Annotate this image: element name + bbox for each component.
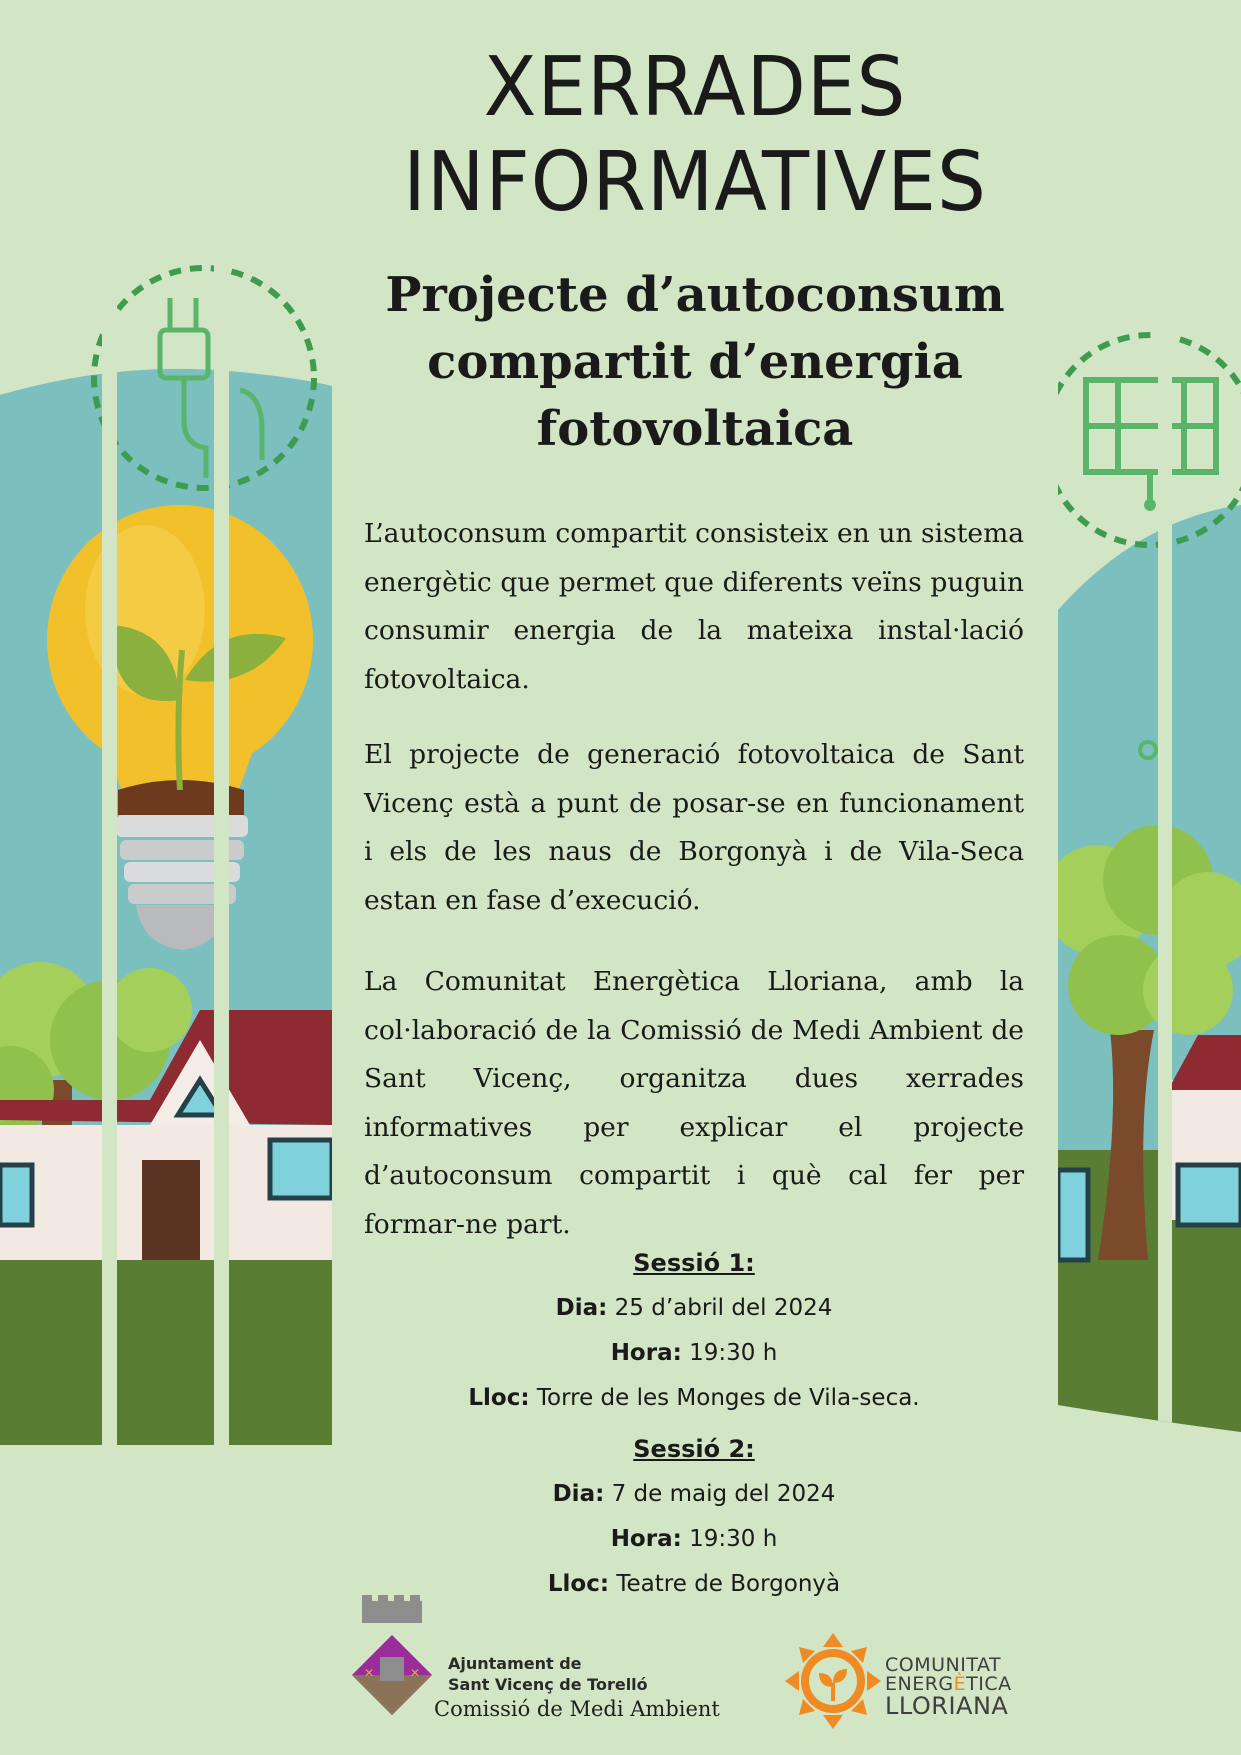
crest-logo [350, 1595, 440, 1725]
session-place [364, 1376, 1024, 1421]
session-heading: Sessió 2: [633, 1435, 755, 1463]
session-day [364, 1472, 1024, 1517]
subtitle-line: fotovoltaica [536, 401, 854, 457]
title-line: INFORMATIVES [403, 135, 987, 230]
value: Teatre de Borgonyà [616, 1571, 841, 1597]
value: 19:30 h [689, 1526, 778, 1552]
subtitle-line: compartit d’energia [427, 334, 963, 390]
session-day [364, 1286, 1024, 1331]
session-block [364, 1241, 1024, 1421]
ajuntament-logo [350, 1595, 750, 1725]
left-illustration [0, 0, 332, 1460]
label: Dia: [552, 1481, 605, 1507]
title-line: XERRADES [483, 40, 907, 135]
value: Torre de les Monges de Vila-seca. [536, 1385, 920, 1411]
session-time [364, 1331, 1024, 1376]
label: Lloc: [468, 1385, 530, 1411]
ajuntament-name [448, 1653, 648, 1695]
sun-plant-logo [785, 1633, 881, 1729]
logo-line: Sant Vicenç de Torelló [448, 1675, 648, 1694]
page-title [354, 40, 1036, 230]
svg-text:✕: ✕ [364, 1666, 375, 1680]
subtitle-line: Projecte d’autoconsum [385, 267, 1005, 323]
session-time [364, 1517, 1024, 1562]
logo-fragment: TICA [966, 1673, 1012, 1695]
svg-text:✕: ✕ [410, 1666, 421, 1680]
commission-name: Comissió de Medi Ambient [434, 1697, 720, 1721]
paragraph: La Comunitat Energètica Lloriana, amb la col·laboració de la Comissió de Medi Ambient de Sant Vicenç, organitza dues xerrades informatives per explicar el projecte d’autoconsum compartit i què cal fer per formar-ne part. [364, 966, 1024, 1240]
label: Hora: [610, 1340, 682, 1366]
session-block [364, 1427, 1024, 1607]
value: 19:30 h [689, 1340, 778, 1366]
logo-fragment: ENERG [885, 1673, 954, 1695]
subtitle [352, 262, 1038, 463]
paragraph: L’autoconsum compartit consisteix en un sistema energètic que permet que diferents veïns puguin consumir energia de la mateixa instal·lació fotovoltaica. [364, 518, 1024, 695]
value: 7 de maig del 2024 [611, 1481, 836, 1507]
label: Dia: [555, 1295, 608, 1321]
logo-fragment: È [953, 1673, 967, 1695]
comunitat-name [885, 1656, 1012, 1718]
value: 25 d’abril del 2024 [614, 1295, 833, 1321]
session-heading: Sessió 1: [633, 1249, 755, 1277]
comunitat-logo [785, 1637, 1045, 1737]
logo-line: LLORIANA [885, 1692, 1009, 1720]
label: Hora: [610, 1526, 682, 1552]
label: Lloc: [547, 1571, 610, 1597]
paragraph: El projecte de generació fotovoltaica de Sant Vicenç està a punt de posar-se en funcionament i els de les naus de Borgonyà i de Vila-Seca estan en fase d’execució. [364, 739, 1024, 916]
logo-line: COMUNITAT [885, 1654, 1002, 1676]
right-illustration [1058, 0, 1241, 1460]
logo-line: Ajuntament de [448, 1654, 582, 1673]
